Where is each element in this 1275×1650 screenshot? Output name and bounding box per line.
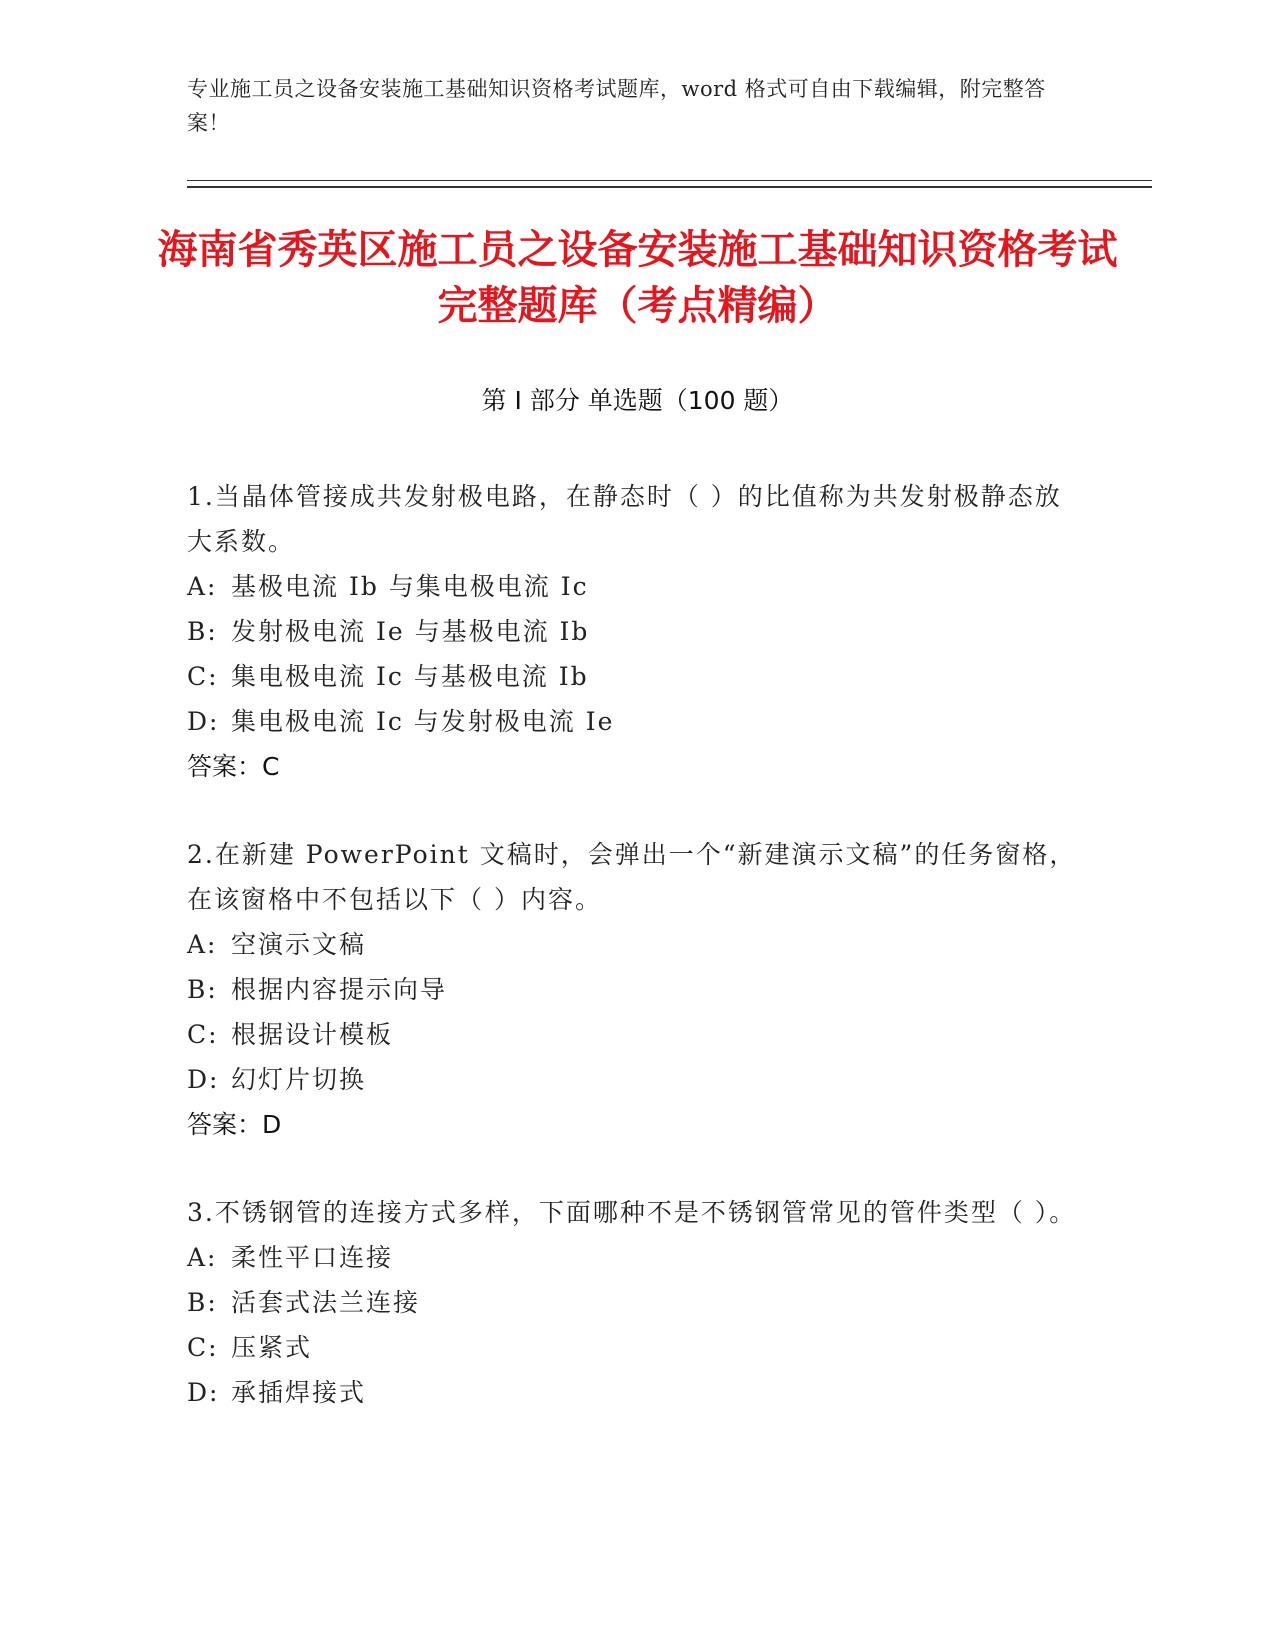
question-stem: 1.当晶体管接成共发射极电路，在静态时（ ）的比值称为共发射极静态放大系数。 xyxy=(187,482,1062,556)
option-text: 空演示文稿 xyxy=(231,930,367,959)
option-letter: D: xyxy=(187,1378,220,1407)
option-a xyxy=(187,564,1077,609)
option-letter: C: xyxy=(187,662,219,691)
option-text: 发射极电流 Ie 与基极电流 Ib xyxy=(231,617,590,646)
option-letter: B: xyxy=(187,617,218,646)
option-letter: B: xyxy=(187,975,218,1004)
document-title: 海南省秀英区施工员之设备安装施工基础知识资格考试完整题库（考点精编） xyxy=(157,227,1118,329)
option-d xyxy=(187,699,1077,744)
option-letter: C: xyxy=(187,1020,219,1049)
answer-line: 答案：C xyxy=(187,752,280,781)
option-letter: A: xyxy=(187,572,218,601)
option-d xyxy=(187,1370,1077,1415)
option-text: 基极电流 Ib 与集电极电流 Ic xyxy=(231,572,589,601)
option-letter: A: xyxy=(187,1243,218,1272)
section-title: 第 I 部分 单选题（100 题） xyxy=(481,386,794,415)
option-text: 柔性平口连接 xyxy=(231,1243,394,1272)
question-3 xyxy=(187,1190,1077,1415)
option-text: 承插焊接式 xyxy=(231,1378,367,1407)
option-a xyxy=(187,1235,1077,1280)
option-a xyxy=(187,922,1077,967)
option-c xyxy=(187,1325,1077,1370)
option-c xyxy=(187,1012,1077,1057)
header-divider-thick xyxy=(187,186,1152,188)
answer-line: 答案：D xyxy=(187,1110,282,1139)
option-d xyxy=(187,1057,1077,1102)
option-c xyxy=(187,654,1077,699)
option-b xyxy=(187,609,1077,654)
option-letter: A: xyxy=(187,930,218,959)
option-letter: B: xyxy=(187,1288,218,1317)
option-text: 根据设计模板 xyxy=(231,1020,394,1049)
option-text: 集电极电流 Ic 与发射极电流 Ie xyxy=(231,707,615,736)
option-b xyxy=(187,967,1077,1012)
question-stem: 2.在新建 PowerPoint 文稿时，会弹出一个“新建演示文稿”的任务窗格，在该窗格中不包括以下（ ）内容。 xyxy=(187,840,1077,914)
option-text: 压紧式 xyxy=(231,1333,313,1362)
option-letter: D: xyxy=(187,1065,220,1094)
option-letter: D: xyxy=(187,707,220,736)
option-b xyxy=(187,1280,1077,1325)
question-1 xyxy=(187,474,1077,789)
question-list xyxy=(187,474,1077,1458)
option-letter: C: xyxy=(187,1333,219,1362)
header-divider-thin xyxy=(187,180,1152,181)
question-2 xyxy=(187,832,1077,1147)
option-text: 集电极电流 Ic 与基极电流 Ib xyxy=(231,662,589,691)
option-text: 幻灯片切换 xyxy=(231,1065,367,1094)
header-note: 专业施工员之设备安装施工基础知识资格考试题库，word 格式可自由下载编辑，附完整答案！ xyxy=(187,77,1046,135)
question-stem: 3.不锈钢管的连接方式多样，下面哪种不是不锈钢管常见的管件类型（ ）。 xyxy=(187,1198,1077,1227)
option-text: 根据内容提示向导 xyxy=(231,975,448,1004)
option-text: 活套式法兰连接 xyxy=(231,1288,421,1317)
